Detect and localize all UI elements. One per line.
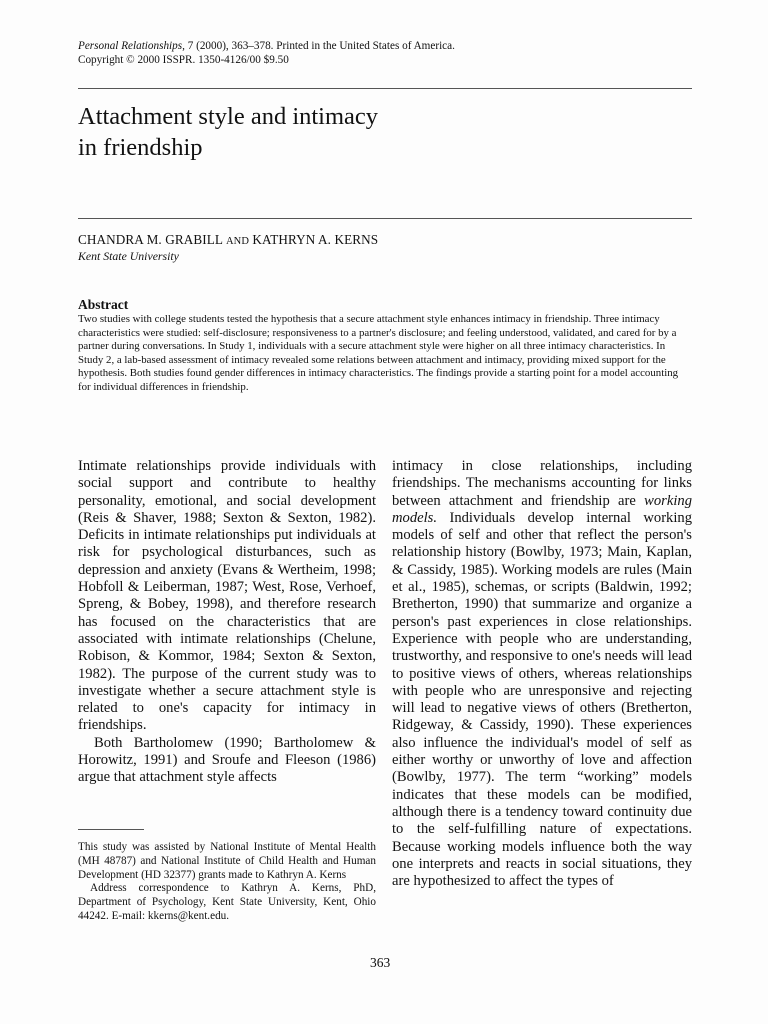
author-conjunction: AND: [225, 236, 250, 247]
author-1: CHANDRA M. GRABILL: [78, 232, 226, 247]
author-2: KATHRYN A. KERNS: [249, 232, 379, 247]
emphasized-term: working models.: [392, 492, 692, 526]
title-divider: [78, 218, 692, 219]
text-run: Individuals develop internal working models of self and other that reflect the person's relationship history (Bowlby, 1973; Main, Kaplan, & Cassidy, 1985). Working models are rules (Main et al., 1985), schemas, or scripts (Baldwin, 1992; Bretherton, 1990) that summarize and organize a person's past experiences in close relationships. Experience with people who are understanding, trustworthy, and responsive to one's needs will lead to positive views of others, whereas relationships with people who are unresponsive and rejecting will lead to negative views of others (Bretherton, Ridgeway, & Cassidy, 1990). These experiences also influence the individual's model of self as either worthy or unworthy of love and affection (Bowlby, 1977). The term “working” models indicates that these models can be modified, although there is a tendency toward continuity due to the self-fulfilling nature of expectations. Because working models influence both the way one interprets and reacts in social situations, they are hypothesized to affect the types of: [392, 509, 692, 890]
page-number: 363: [370, 955, 391, 970]
abstract-heading: Abstract: [78, 297, 129, 312]
citation-details: 7 (2000), 363–378. Printed in the United States of America.: [184, 40, 455, 52]
title-line-2: in friendship: [78, 134, 203, 161]
correspondence-note: Address correspondence to Kathryn A. Kerns, PhD, Department of Psychology, Kent State University, Kent, Ohio 44242. E-mail: kkerns@kent.edu.: [78, 882, 376, 922]
text-run: intimacy in close relationships, including friendships. The mechanisms accounting for links between attachment and friendship are: [392, 458, 692, 509]
affiliation: Kent State University: [78, 249, 179, 263]
left-column: [78, 458, 376, 787]
body-paragraph: Intimate relationships provide individuals with social support and contribute to healthy personality, emotional, and social development (Reis & Shaver, 1988; Sexton & Sexton, 1982). Deficits in intimate relationships put individuals at risk for psychological disturbances, such as depression and anxiety (Evans & Wertheim, 1998; Hobfoll & Leiberman, 1987; West, Rose, Verhoef, Spreng, & Bobey, 1998), and therefore research has focused on the characteristics that are associated with intimate relationships (Chelune, Robison, & Kommor, 1984; Sexton & Sexton, 1982). The purpose of the current study was to investigate whether a secure attachment style is related to one's capacity for intimacy in friendships.: [78, 458, 376, 734]
title-line-1: Attachment style and intimacy: [78, 103, 379, 130]
body-paragraph: Both Bartholomew (1990; Bartholomew & Horowitz, 1991) and Sroufe and Fleeson (1986) argue that attachment style affects: [78, 734, 376, 786]
copyright-line: Copyright © 2000 ISSPR. 1350-4126/00 $9.50: [78, 53, 289, 66]
right-column: [392, 458, 692, 890]
body-paragraph: [392, 458, 692, 890]
abstract-body: Two studies with college students tested the hypothesis that a secure attachment style enhances intimacy in friendship. Three intimacy characteristics were studied: self-disclosure; responsiveness to a partner's disclosure; and feeling understood, validated, and cared for by a partner during conversations. In Study 1, individuals with a secure attachment style were higher on all three intimacy characteristics. In Study 2, a lab-based assessment of intimacy revealed some relations between attachment and intimacy, providing mixed support for the hypothesis. Both studies found gender differences in intimacy characteristics. The findings provide a starting point for a model accounting for individual differences in friendship.: [78, 313, 679, 393]
citation-line: [78, 40, 455, 54]
author-line: [78, 232, 378, 250]
top-divider: [78, 88, 692, 89]
journal-name: Personal Relationships,: [78, 40, 185, 52]
article-title: [78, 101, 678, 163]
abstract-section: [78, 297, 692, 395]
footnote-divider: [78, 829, 144, 830]
journal-header: [78, 40, 455, 67]
funding-note: This study was assisted by National Institute of Mental Health (MH 48787) and National Institute of Child Health and Human Development (HD 32377) grants made to Kathryn A. Kerns: [78, 841, 376, 881]
footnotes: [78, 841, 376, 924]
